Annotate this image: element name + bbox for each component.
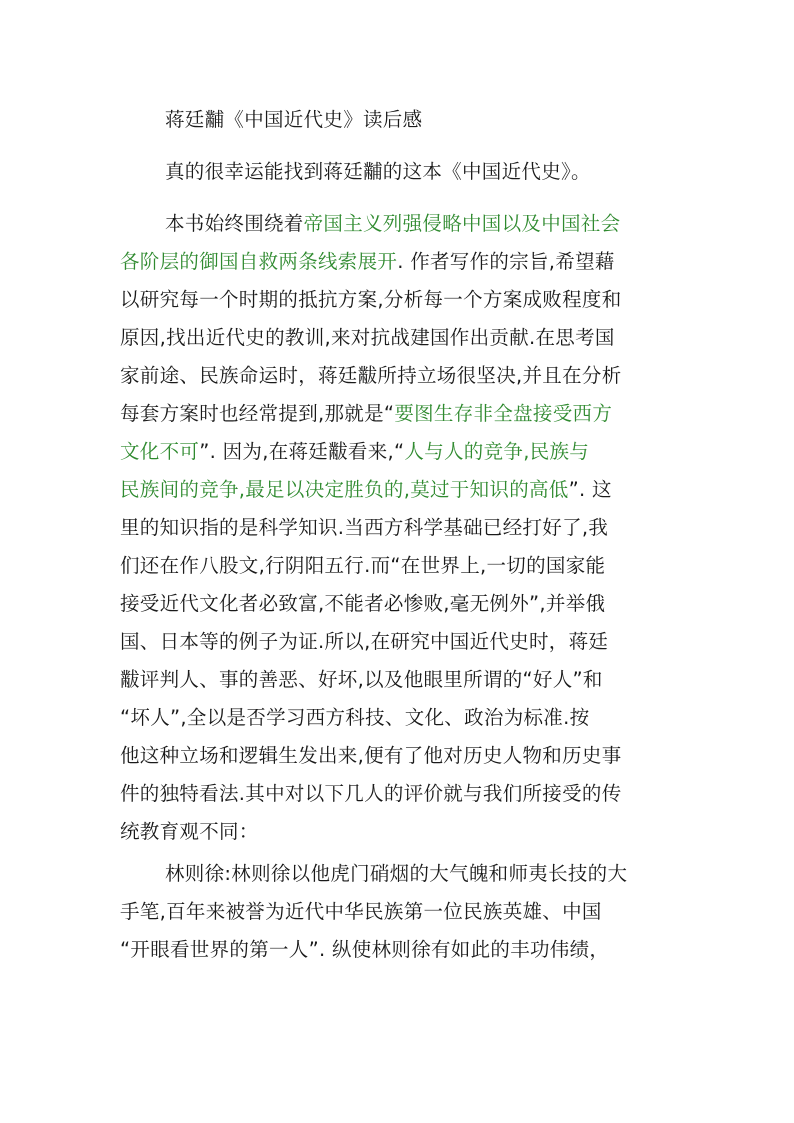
p1-l4-text: 原因,找出近代史的教训,来对抗战建国作出贡献.在思考国 (120, 326, 615, 349)
p1-line-16 (120, 782, 622, 806)
p1-l16-text: 件的独特看法.其中对以下几人的评价就与我们所接受的传 (120, 782, 622, 805)
p1-line-4 (120, 326, 615, 350)
p1-l3-text: 以研究每一个时期的抵抗方案,分析每一个方案成败程度和 (120, 288, 622, 311)
p1-l10-text: 们还在作八股文,行阴阳五行.而“在世界上,一切的国家能 (120, 554, 606, 577)
p1-line-12 (120, 630, 608, 654)
p1-l17-text: 统教育观不同： (120, 820, 259, 843)
p1-l8-text: ”. 这 (568, 478, 612, 501)
p1-line-7 (120, 440, 589, 464)
p2-l2-text: 手笔,百年来被誉为近代中华民族第一位民族英雄、中国 (120, 900, 602, 923)
p1-line-5 (120, 364, 622, 388)
p1-line-10 (120, 554, 605, 578)
p1-l14-text: “坏人”,全以是否学习西方科技、文化、政治为标准.按 (120, 706, 590, 729)
p1-l7-text: ”. 因为,在蒋廷黻看来,“ (199, 440, 405, 463)
p1-line-13 (120, 668, 603, 692)
p1-l1-highlight: 帝国主义列强侵略中国以及中国社会 (303, 212, 621, 235)
p1-line-8 (120, 478, 612, 502)
p1-l1-text: 本书始终围绕着 (165, 212, 304, 235)
p1-line-6 (120, 402, 612, 426)
p1-l13-text: 黻评判人、事的善恶、好坏,以及他眼里所谓的“好人”和 (120, 668, 603, 691)
p1-line-11 (120, 592, 605, 616)
p2-line-3 (120, 938, 609, 962)
p2-l3-text: “开眼看世界的第一人”. 纵使林则徐有如此的丰功伟绩， (120, 938, 610, 961)
title-text: 蒋廷黼《中国近代史》读后感 (165, 108, 423, 131)
intro-line (165, 160, 591, 184)
p1-line-14 (120, 706, 589, 730)
p1-l7-highlight-a: 文化不可 (120, 440, 200, 463)
p2-line-1 (165, 862, 627, 886)
p1-l5-text: 家前途、民族命运时，蒋廷黻所持立场很坚决,并且在分析 (120, 364, 622, 387)
p1-line-17 (120, 820, 259, 844)
p1-l11-text: 接受近代文化者必致富,不能者必惨败,毫无例外”,并举俄 (120, 592, 606, 615)
p2-l1-text: 林则徐:林则徐以他虎门硝烟的大气魄和师夷长技的大 (165, 862, 628, 885)
p1-l15-text: 他这种立场和逻辑生发出来,便有了他对历史人物和历史事 (120, 744, 622, 767)
p1-l2-text: . 作者写作的宗旨,希望藉 (397, 250, 615, 273)
p1-l9-text: 里的知识指的是科学知识.当西方科学基础已经打好了,我 (120, 516, 609, 539)
document-title (165, 108, 422, 132)
p1-line-3 (120, 288, 622, 312)
p1-line-1 (165, 212, 620, 236)
p1-l8-highlight: 民族间的竞争,最足以决定胜负的,莫过于知识的高低 (120, 478, 569, 501)
p1-line-2 (120, 250, 615, 274)
p1-l12-text: 国、日本等的例子为证.所以,在研究中国近代史时，蒋廷 (120, 630, 609, 653)
p1-l6-highlight: 要图生存非全盘接受西方 (394, 402, 613, 425)
p2-line-2 (120, 900, 602, 924)
p1-l6-text: 每套方案时也经常提到,那就是“ (120, 402, 395, 425)
p1-line-9 (120, 516, 608, 540)
p1-line-15 (120, 744, 622, 768)
intro-text: 真的很幸运能找到蒋廷黼的这本《中国近代史》。 (165, 160, 591, 183)
p1-l2-highlight: 各阶层的御国自救两条线索展开 (120, 250, 398, 273)
p1-l7-highlight-b: 人与人的竞争,民族与 (404, 440, 590, 463)
